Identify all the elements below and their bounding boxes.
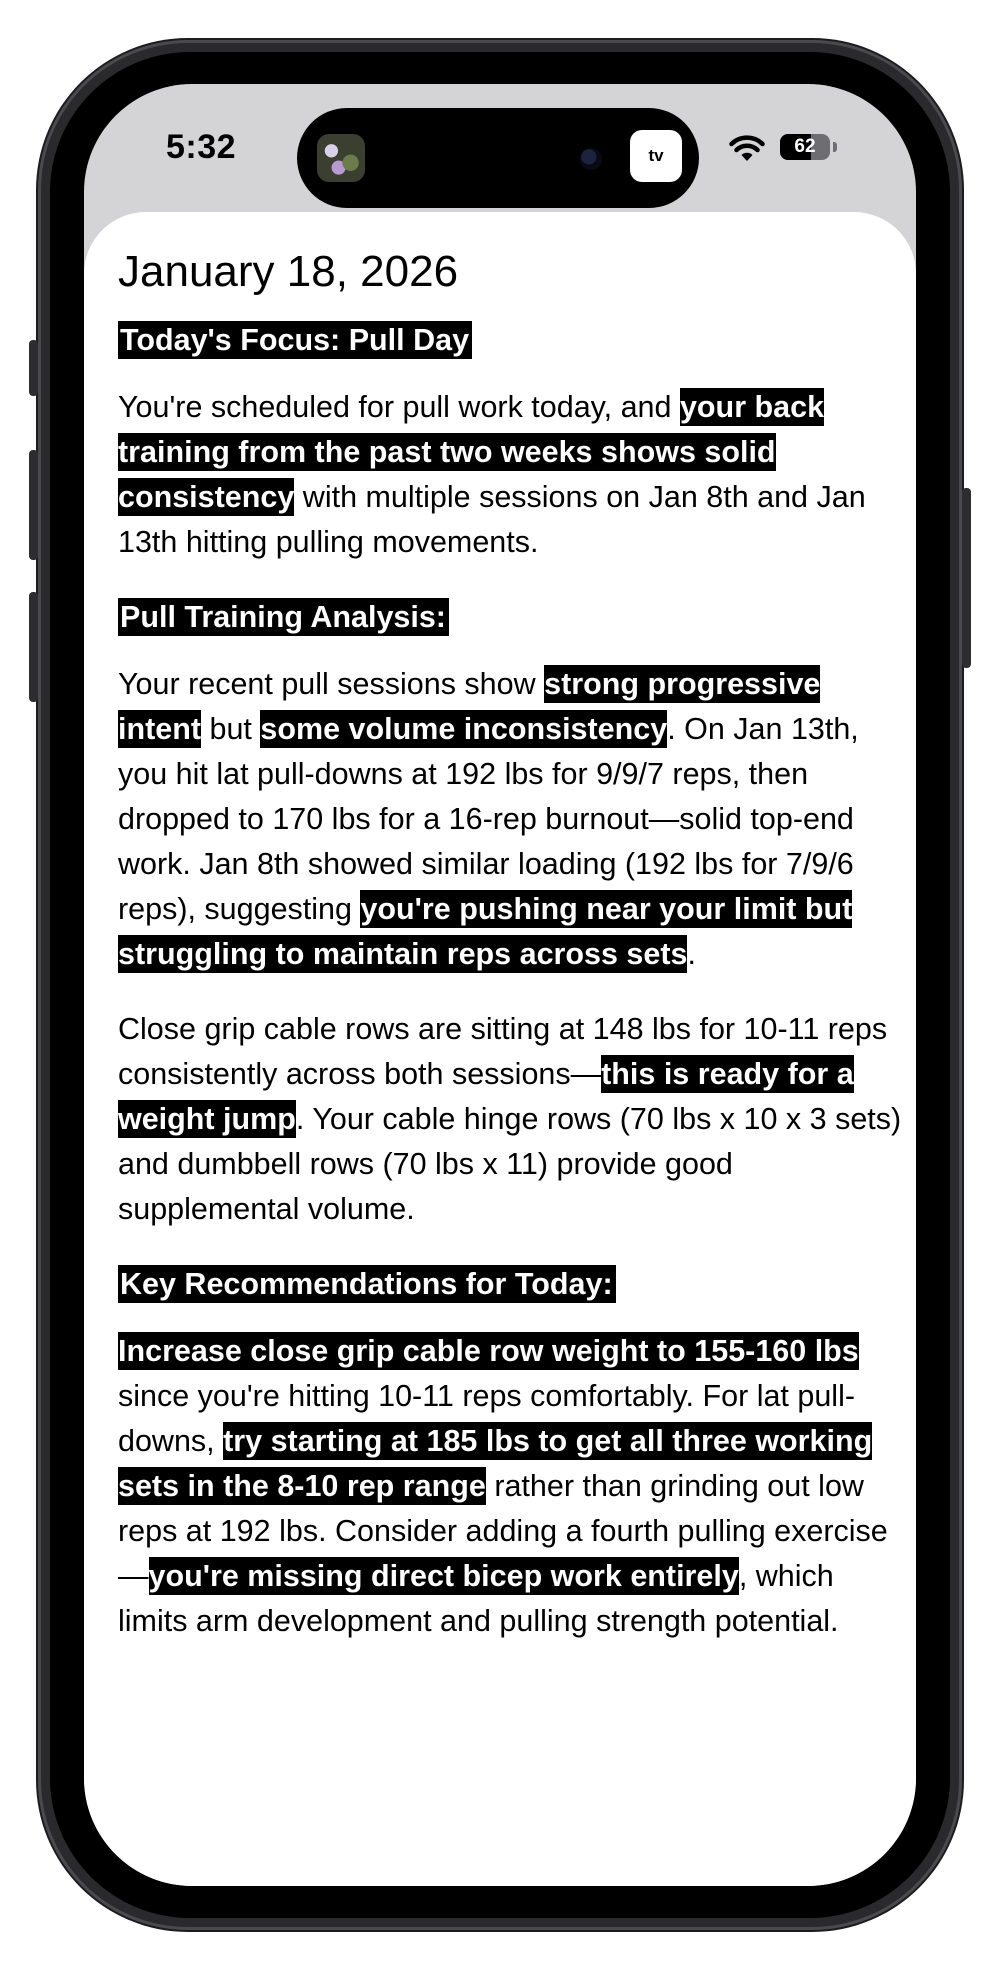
section-heading	[118, 595, 908, 640]
paragraph-text: rather than grinding out low reps at 192 lbs. Consider adding a fourth pulling exercise—	[118, 1469, 888, 1593]
dynamic-island[interactable]	[297, 108, 699, 208]
article-content	[118, 246, 908, 1674]
wifi-icon	[729, 134, 765, 162]
battery-icon	[780, 134, 830, 160]
now-playing-artwork	[317, 134, 365, 182]
volume-down-button	[29, 592, 38, 702]
battery-tip	[833, 142, 837, 152]
section-heading-text: Today's Focus: Pull Day	[118, 321, 472, 359]
highlighted-text: your back training from the past two weeks shows solid consistency	[118, 390, 825, 514]
highlighted-text: you're pushing near your limit but struggling to maintain reps across sets	[118, 892, 853, 971]
article-date: January 18, 2026	[118, 247, 459, 296]
section-heading	[118, 1262, 908, 1307]
power-button	[962, 488, 971, 668]
body-paragraph	[118, 662, 908, 977]
body-paragraph	[118, 385, 908, 565]
highlighted-text: try starting at 185 lbs to get all three working sets in the 8-10 rep range	[118, 1424, 873, 1503]
highlighted-text: this is ready for a weight jump	[118, 1057, 854, 1136]
highlighted-text: some volume inconsistency	[260, 712, 668, 746]
paragraph-text: but	[201, 712, 261, 746]
paragraph-text: since you're hitting 10-11 reps comfortably. For lat pull-downs,	[118, 1379, 856, 1458]
paragraph-text: with multiple sessions on Jan 8th and Jan 13th hitting pulling movements.	[118, 480, 866, 559]
battery-percent: 62	[794, 136, 816, 157]
paragraph-text: . Your cable hinge rows (70 lbs x 10 x 3 sets) and dumbbell rows (70 lbs x 11) provide good supplemental volume.	[118, 1102, 902, 1226]
paragraph-text: .	[687, 937, 696, 971]
content-sheet[interactable]	[84, 212, 916, 1886]
highlighted-text: Increase close grip cable row weight to 155-160 lbs	[118, 1334, 859, 1368]
body-paragraph	[118, 1007, 908, 1232]
paragraph-text: Your recent pull sessions show	[118, 667, 545, 701]
apple-tv-icon	[630, 130, 682, 182]
body-paragraph	[118, 1329, 908, 1644]
highlighted-text: strong progressive intent	[118, 667, 821, 746]
highlighted-text: you're missing direct bicep work entirely	[148, 1559, 739, 1593]
action-button	[29, 340, 38, 396]
volume-up-button	[29, 450, 38, 560]
status-bar	[84, 84, 916, 204]
paragraph-text: You're scheduled for pull work today, and	[118, 390, 680, 424]
front-camera	[580, 148, 602, 170]
paragraph-text: Close grip cable rows are sitting at 148 lbs for 10-11 reps consistently across both sessions—	[118, 1012, 888, 1091]
paragraph-text: . On Jan 13th, you hit lat pull-downs at 192 lbs for 9/9/7 reps, then dropped to 170 lbs for a 16-rep burnout—solid top-end work. Jan 8th showed similar loading (192 lbs for 7/9/6 reps), suggesting	[118, 712, 859, 926]
section-heading-text: Pull Training Analysis:	[118, 598, 449, 636]
article-sections	[118, 318, 908, 1644]
paragraph-text: , which limits arm development and pulling strength potential.	[118, 1559, 839, 1638]
section-heading	[118, 318, 908, 363]
apple-tv-label: tv	[648, 146, 664, 165]
status-time: 5:32	[166, 128, 237, 166]
section-heading-text: Key Recommendations for Today:	[118, 1265, 616, 1303]
phone-screen	[84, 84, 916, 1886]
